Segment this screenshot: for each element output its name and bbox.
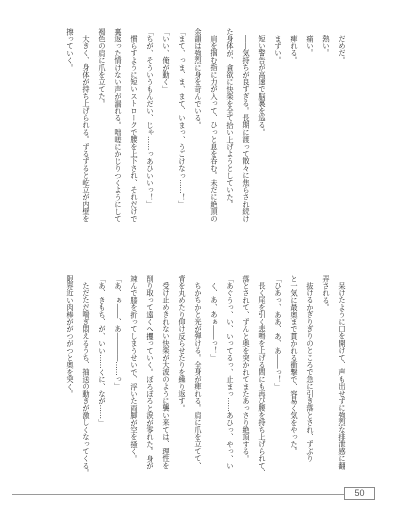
lower-tier-line: 呆けたように口を開けて、声も出せずに強烈な排泄感に翻 — [338, 282, 347, 470]
upper-tier-line: 熱い。 — [322, 35, 331, 57]
upper-tier-line: 慣らすように短いストロークで腰を上下され、それだけで — [130, 35, 139, 223]
upper-tier-line: 痛い。 — [306, 35, 315, 57]
lower-tier-line: 落とされて、ずんと奥を突かれてまたあっさり絶頂する。 — [242, 275, 251, 463]
lower-tier-line: 弄される。 — [322, 275, 331, 311]
page-number: 50 — [344, 487, 375, 500]
lower-text-block — [62, 275, 350, 477]
lower-tier-line: く、あ、あぁ――っ！」 — [210, 282, 219, 362]
lower-tier-line: 削り取って遠くへ攫っていく。ぼろぼろと涙が零れた。身が — [146, 275, 155, 470]
upper-tier-line: だめだ。 — [338, 35, 347, 64]
upper-tier-line: 「いい、俺が動く」 — [162, 28, 171, 93]
upper-tier-line: 余韻は強烈に身を苛んでいる。 — [194, 28, 203, 129]
lower-tier-line: 「あ、ぁ――、あ――――……っ」 — [114, 275, 123, 391]
lower-tier-line: 長く尾を引く悲鳴を上げる間にも再び腰を持ち上げられて、 — [258, 282, 267, 477]
upper-tier-line: 「まて、っま、ま、まて、いまっ、うごけなっ……！」 — [178, 28, 187, 208]
lower-tier-line: ただただ喘ぎ悶えるうち、抽送の動きが激しくなってくる。 — [82, 282, 91, 477]
upper-tier-line: 大きく、身体が持ち上げられる。ずるずると屹立が内壁を — [82, 35, 91, 223]
upper-tier-line: ――気持ちが良すぎる。長期に渡って散々に焦らされ続け — [242, 35, 251, 223]
lower-tier-line: 抜けるかぎりぎりのところで急に引き落とされ、ずぶり — [306, 282, 315, 463]
upper-tier-line: 肩を掴む指に力が入って、ひっと息を呑む。未だに絶頂の — [210, 35, 219, 223]
lower-tier-line: と一気に最奥まで貫かれる衝撃で、容易く気をやった。 — [290, 275, 299, 455]
footer-rule — [12, 494, 344, 495]
lower-tier-line: 背を丸めたり仰け反らせたりを繰り返す。 — [178, 275, 187, 412]
lower-tier-line: 「あぐうっ、い、いってるっ、止まっ……あひっ、やっ、い — [226, 275, 235, 470]
upper-tier-line: 擦っていく。 — [66, 28, 75, 72]
upper-tier-line: た身体が、貪欲に快楽を全て拾い上げようとしていた。 — [226, 28, 235, 208]
upper-tier-line: 裏返った情けない声が漏れる。咄嗟にかじりつくようにして — [114, 28, 123, 223]
lower-tier-line: 「あ、きもち、が、いい……くに、なが……」 — [98, 275, 107, 427]
upper-tier-line: 「ちが、そういうもんだい、じゃ……っあひいいっ！」 — [146, 28, 155, 208]
upper-text-block — [62, 28, 350, 223]
upper-tier-line: 短い警告が高速で脳裏を巡る。 — [258, 35, 267, 136]
lower-tier-line: 限界近い肉棒ががつがつと奥を突く。 — [66, 275, 75, 398]
upper-tier-line: まずい。 — [274, 35, 283, 64]
upper-tier-line: 痺れる。 — [290, 35, 299, 64]
lower-tier-line: ちかちかと光が弾ける。全身が痺れる。肩に爪を立てて、 — [194, 282, 203, 470]
lower-tier-line: 受け止めきれない快楽が大波のように襲い来ては、理性を — [162, 282, 171, 470]
upper-tier-line: 褐色の肩に爪を立てた。 — [98, 28, 107, 108]
lower-tier-line: 竦んで膝を折ってしまうせいで、浮いた両脚が空を掻く。 — [130, 275, 139, 463]
lower-tier-line: 「ひあっ、ああ、あ、あ――っ！」 — [274, 275, 283, 391]
